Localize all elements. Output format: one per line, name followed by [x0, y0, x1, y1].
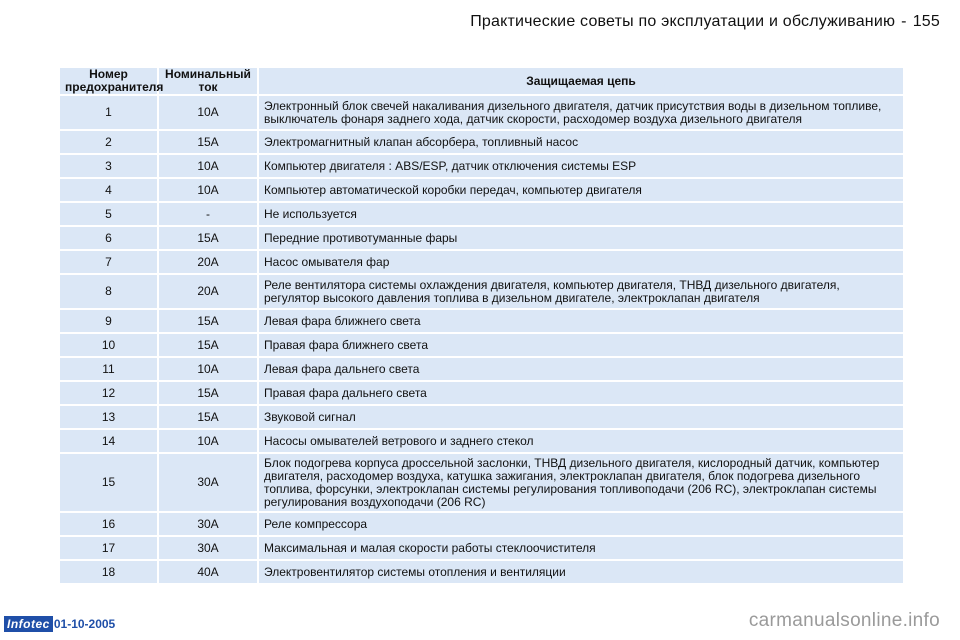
amperage-cell: 10A	[159, 96, 257, 129]
fuse-number-cell: 15	[60, 454, 157, 511]
table-row	[60, 155, 903, 177]
page-title: Практические советы по эксплуатации и обслуживанию	[470, 13, 896, 30]
fuse-number-cell: 4	[60, 179, 157, 201]
fuse-number-cell: 12	[60, 382, 157, 404]
table-row	[60, 96, 903, 129]
table-row	[60, 334, 903, 356]
page-header	[470, 13, 940, 31]
fuse-number-cell: 5	[60, 203, 157, 225]
column-header-amperage: Номинальный ток	[159, 68, 257, 94]
table-row	[60, 561, 903, 583]
amperage-cell: 15A	[159, 334, 257, 356]
protected-circuit-cell: Компьютер автоматической коробки передач, компьютер двигателя	[259, 179, 903, 201]
amperage-cell: 20A	[159, 251, 257, 273]
fuse-number-cell: 7	[60, 251, 157, 273]
column-header-fuse-number: Номер предохранителя	[60, 68, 157, 94]
protected-circuit-cell: Звуковой сигнал	[259, 406, 903, 428]
fuse-number-cell: 18	[60, 561, 157, 583]
fuse-number-cell: 9	[60, 310, 157, 332]
protected-circuit-cell: Компьютер двигателя : ABS/ESP, датчик отключения системы ESP	[259, 155, 903, 177]
protected-circuit-cell: Насосы омывателей ветрового и заднего стекол	[259, 430, 903, 452]
fuse-number-cell: 10	[60, 334, 157, 356]
page-header-separator: -	[901, 13, 907, 30]
amperage-cell: 15A	[159, 310, 257, 332]
fuse-table	[58, 66, 905, 585]
protected-circuit-cell: Электромагнитный клапан абсорбера, топливный насос	[259, 131, 903, 153]
table-row	[60, 454, 903, 511]
amperage-cell: 30A	[159, 513, 257, 535]
amperage-cell: 15A	[159, 406, 257, 428]
table-row	[60, 179, 903, 201]
amperage-cell: 10A	[159, 155, 257, 177]
protected-circuit-cell: Передние противотуманные фары	[259, 227, 903, 249]
amperage-cell: 15A	[159, 382, 257, 404]
column-header-protected-circuit: Защищаемая цепь	[259, 68, 903, 94]
table-row	[60, 513, 903, 535]
protected-circuit-cell: Левая фара дальнего света	[259, 358, 903, 380]
amperage-cell: 30A	[159, 454, 257, 511]
fuse-number-cell: 17	[60, 537, 157, 559]
table-row	[60, 382, 903, 404]
table-row	[60, 131, 903, 153]
page-number: 155	[912, 13, 940, 30]
footer-date: 01-10-2005	[53, 617, 116, 631]
table-row	[60, 203, 903, 225]
fuse-number-cell: 11	[60, 358, 157, 380]
fuse-number-cell: 6	[60, 227, 157, 249]
table-row	[60, 406, 903, 428]
protected-circuit-cell: Реле компрессора	[259, 513, 903, 535]
protected-circuit-cell: Насос омывателя фар	[259, 251, 903, 273]
fuse-number-cell: 13	[60, 406, 157, 428]
amperage-cell: 15A	[159, 227, 257, 249]
protected-circuit-cell: Максимальная и малая скорости работы стеклоочистителя	[259, 537, 903, 559]
amperage-cell: 15A	[159, 131, 257, 153]
fuse-number-cell: 2	[60, 131, 157, 153]
watermark: carmanualsonline.info	[748, 610, 940, 631]
fuse-number-cell: 3	[60, 155, 157, 177]
protected-circuit-cell: Блок подогрева корпуса дроссельной заслонки, ТНВД дизельного двигателя, кислородный датчик, компьютер двигателя, расходомер воздуха, катушка зажигания, электроклапан двигателя, блок подогрева дизельного топлива, форсунки, электроклапан системы регулирования топливоподачи (206 RC), электроклапан системы регулирования воздухоподачи (206 RC)	[259, 454, 903, 511]
table-row	[60, 430, 903, 452]
fuse-table-body	[60, 96, 903, 583]
protected-circuit-cell: Правая фара дальнего света	[259, 382, 903, 404]
protected-circuit-cell: Не используется	[259, 203, 903, 225]
table-row	[60, 310, 903, 332]
protected-circuit-cell: Левая фара ближнего света	[259, 310, 903, 332]
infotec-brand: Infotec	[4, 616, 53, 632]
fuse-table-header-row	[60, 68, 903, 94]
protected-circuit-cell: Электронный блок свечей накаливания дизельного двигателя, датчик присутствия воды в дизельном топливе, выключатель фонаря заднего хода, датчик скорости, расходомер воздуха дизельного двигателя	[259, 96, 903, 129]
table-row	[60, 227, 903, 249]
protected-circuit-cell: Реле вентилятора системы охлаждения двигателя, компьютер двигателя, ТНВД дизельного двигателя, регулятор высокого давления топлива в дизельном двигателе, электроклапан двигателя	[259, 275, 903, 308]
amperage-cell: 20A	[159, 275, 257, 308]
fuse-number-cell: 8	[60, 275, 157, 308]
table-row	[60, 275, 903, 308]
amperage-cell: 40A	[159, 561, 257, 583]
protected-circuit-cell: Правая фара ближнего света	[259, 334, 903, 356]
fuse-number-cell: 14	[60, 430, 157, 452]
amperage-cell: 10A	[159, 179, 257, 201]
table-row	[60, 251, 903, 273]
amperage-cell: 30A	[159, 537, 257, 559]
infotec-logo	[4, 616, 115, 632]
table-row	[60, 537, 903, 559]
table-row	[60, 358, 903, 380]
fuse-number-cell: 16	[60, 513, 157, 535]
protected-circuit-cell: Электровентилятор системы отопления и вентиляции	[259, 561, 903, 583]
fuse-number-cell: 1	[60, 96, 157, 129]
amperage-cell: -	[159, 203, 257, 225]
amperage-cell: 10A	[159, 358, 257, 380]
amperage-cell: 10A	[159, 430, 257, 452]
